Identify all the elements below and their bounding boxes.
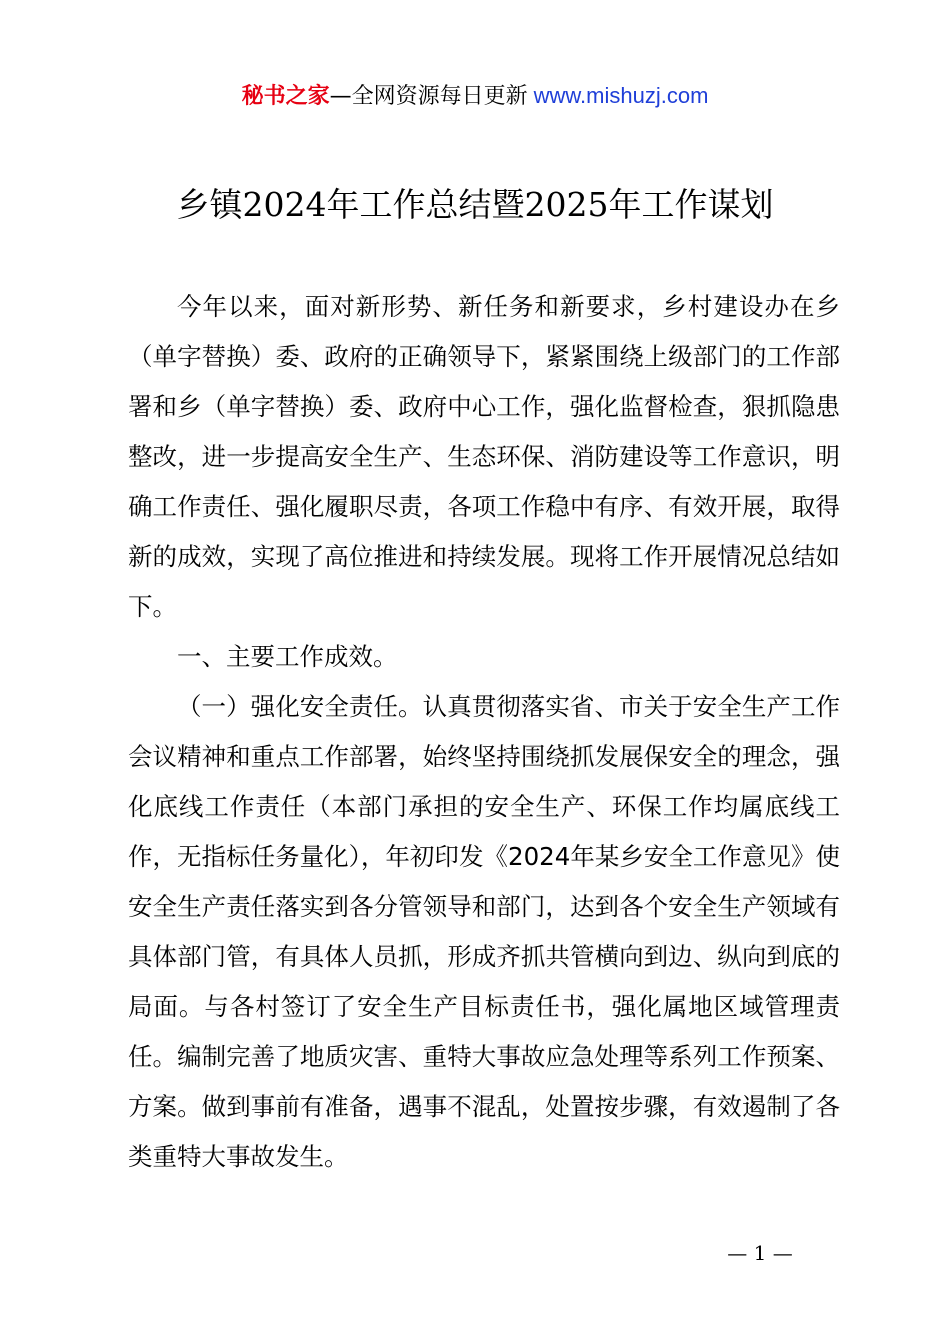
paragraph-safety-responsibility: （一）强化安全责任。认真贯彻落实省、市关于安全生产工作会议精神和重点工作部署，始终坚持围绕抓发展保安全的理念，强化底线工作责任（本部门承担的安全生产、环保工作均属底线工作，无指标任务量化），年初印发《2024年某乡安全工作意见》使安全生产责任落实到各分管领导和部门，达到各个安全生产领域有具体部门管，有具体人员抓，形成齐抓共管横向到边、纵向到底的局面。与各村签订了安全生产目标责任书，强化属地区域管理责任。编制完善了地质灾害、重特大事故应急处理等系列工作预案、方案。做到事前有准备，遇事不混乱，处置按步骤，有效遏制了各类重特大事故发生。 — [128, 692, 840, 1171]
page-number: — 1 — — [727, 1241, 793, 1265]
header-tagline: —全网资源每日更新 — [329, 84, 528, 109]
brand-name: 秘书之家 — [241, 84, 330, 109]
document-body — [128, 282, 840, 1182]
document-title: 乡镇2024年工作总结暨2025年工作谋划 — [176, 185, 774, 224]
paragraph-intro: 今年以来，面对新形势、新任务和新要求，乡村建设办在乡（单字替换）委、政府的正确领导下，紧紧围绕上级部门的工作部署和乡（单字替换）委、政府中心工作，强化监督检查，狠抓隐患整改，进一步提高安全生产、生态环保、消防建设等工作意识，明确工作责任、强化履职尽责，各项工作稳中有序、有效开展，取得新的成效，实现了高位推进和持续发展。现将工作开展情况总结如下。 — [128, 292, 840, 621]
section-heading: 一、主要工作成效。 — [177, 642, 398, 671]
website-link[interactable]: www.mishuzj.com — [533, 83, 709, 108]
site-header — [0, 80, 950, 113]
